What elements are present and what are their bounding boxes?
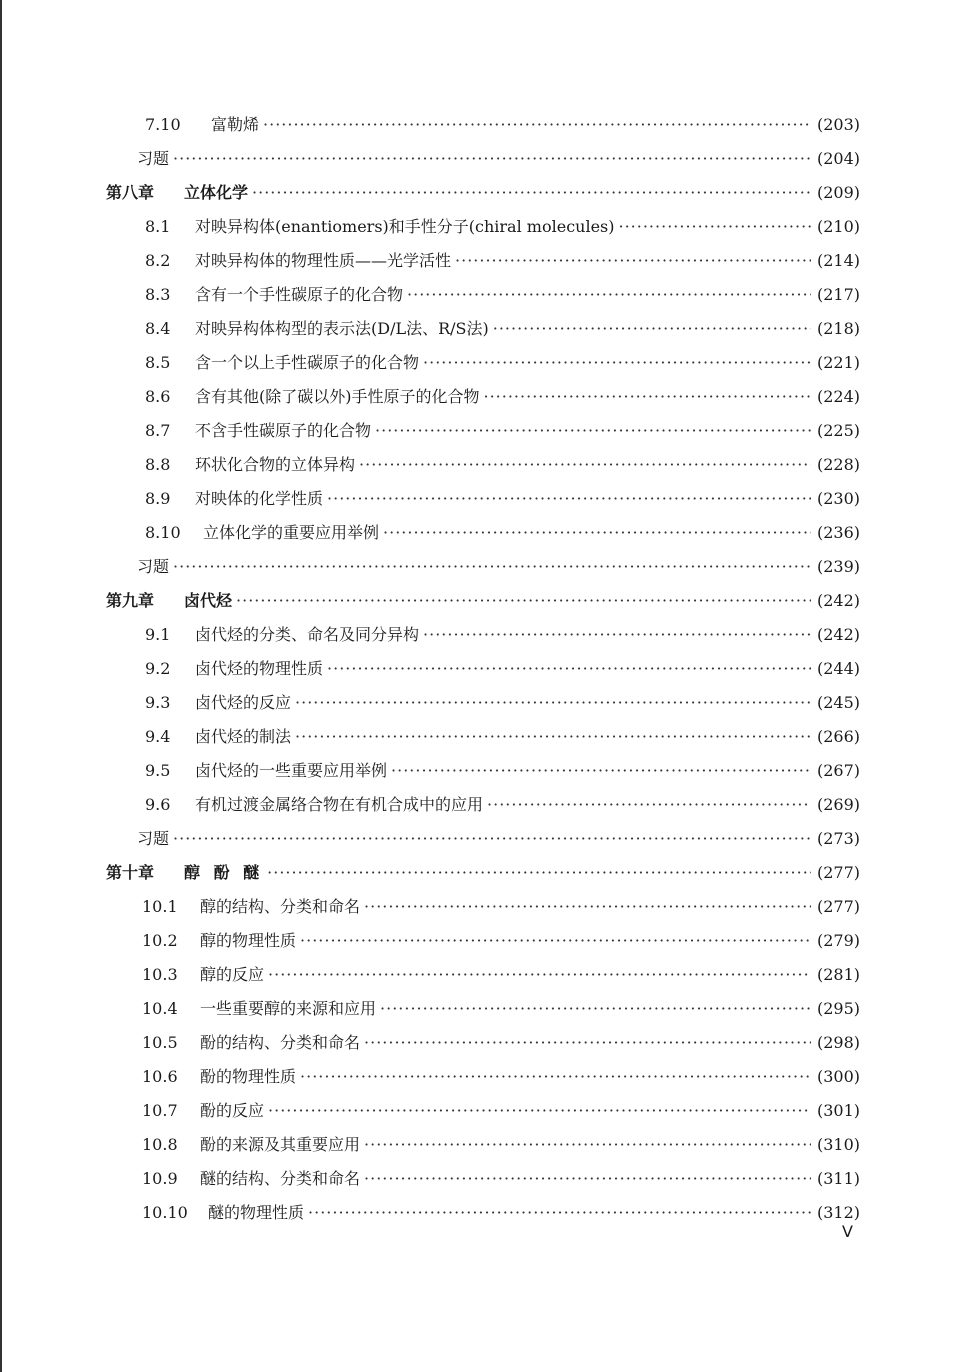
section-number: 8.9: [145, 489, 171, 508]
page-ref: (228): [817, 455, 861, 474]
section-title: 卤代烃的分类、命名及同分异构: [195, 625, 420, 644]
page-ref: (242): [817, 625, 861, 644]
section-number: 10.3: [142, 965, 178, 984]
leader-dots: [300, 1062, 811, 1092]
section-title: 酚的物理性质: [200, 1067, 297, 1086]
toc-entry-10-4: [0, 994, 873, 1024]
page-ref: (224): [817, 387, 861, 406]
page-number: V: [842, 1222, 853, 1241]
toc-entry-10-1: [0, 892, 873, 922]
toc-chapter-8: [0, 178, 873, 208]
page-ref: (310): [817, 1135, 861, 1154]
toc-chapter-10: [0, 858, 873, 888]
section-number: 10.5: [142, 1033, 178, 1052]
page-ref: (279): [817, 931, 861, 950]
toc-entry-8-10: [0, 518, 873, 548]
section-number: 9.5: [145, 761, 171, 780]
toc-entry-exercises: [0, 144, 873, 174]
toc-entry-9-2: [0, 654, 873, 684]
page-ref: (300): [817, 1067, 861, 1086]
page-ref: (210): [817, 217, 861, 236]
section-title: 酚的结构、分类和命名: [200, 1033, 361, 1052]
toc-entry-10-8: [0, 1130, 873, 1160]
page-ref: (273): [817, 829, 861, 848]
page-ref: (218): [817, 319, 861, 338]
leader-dots: [267, 858, 811, 888]
leader-dots: [268, 960, 811, 990]
leader-dots: [364, 1028, 811, 1058]
leader-dots: [364, 1164, 811, 1194]
page-ref: (245): [817, 693, 861, 712]
section-number: 8.4: [145, 319, 171, 338]
section-number: 8.3: [145, 285, 171, 304]
toc-entry-9-6: [0, 790, 873, 820]
leader-dots: [484, 382, 812, 412]
toc-entry-9-1: [0, 620, 873, 650]
leader-dots: [327, 484, 811, 514]
exercise-title: 习题: [137, 829, 170, 848]
chapter-title: 立体化学: [184, 183, 249, 202]
leader-dots: [423, 348, 811, 378]
exercise-title: 习题: [137, 557, 170, 576]
page-ref: (244): [817, 659, 861, 678]
leader-dots: [619, 212, 812, 242]
section-number: 10.2: [142, 931, 178, 950]
section-number: 9.2: [145, 659, 171, 678]
page-ref: (266): [817, 727, 861, 746]
leader-dots: [364, 1130, 811, 1160]
toc-entry-9-5: [0, 756, 873, 786]
section-title: 有机过渡金属络合物在有机合成中的应用: [195, 795, 484, 814]
section-number: 8.8: [145, 455, 171, 474]
section-title: 富勒烯: [211, 115, 260, 134]
section-title: 卤代烃的一些重要应用举例: [195, 761, 388, 780]
leader-dots: [295, 722, 811, 752]
section-title: 不含手性碳原子的化合物: [195, 421, 372, 440]
toc-entry-8-5: [0, 348, 873, 378]
page-ref: (269): [817, 795, 861, 814]
page-ref: (242): [817, 591, 861, 610]
toc-entry-8-9: [0, 484, 873, 514]
section-title: 醇的物理性质: [200, 931, 297, 950]
section-title: 酚的反应: [200, 1101, 265, 1120]
section-number: 8.5: [145, 353, 171, 372]
section-title: 对映体的化学性质: [195, 489, 324, 508]
toc-entry-9-4: [0, 722, 873, 752]
section-number: 10.8: [142, 1135, 178, 1154]
section-title: 含有其他(除了碳以外)手性原子的化合物: [195, 387, 480, 406]
leader-dots: [252, 178, 811, 208]
toc-entry-10-7: [0, 1096, 873, 1126]
chapter-title: 卤代烃: [184, 591, 233, 610]
section-number: 9.1: [145, 625, 171, 644]
leader-dots: [173, 144, 811, 174]
page-ref: (203): [817, 115, 861, 134]
leader-dots: [173, 824, 811, 854]
section-title: 含一个以上手性碳原子的化合物: [195, 353, 420, 372]
toc-entry-8-6: [0, 382, 873, 412]
leader-dots: [493, 314, 811, 344]
section-number: 8.2: [145, 251, 171, 270]
section-number: 8.10: [145, 523, 181, 542]
leader-dots: [295, 688, 811, 718]
toc-entry-exercises: [0, 552, 873, 582]
toc-entry-exercises: [0, 824, 873, 854]
leader-dots: [268, 1096, 811, 1126]
page-ref: (267): [817, 761, 861, 780]
section-title: 卤代烃的物理性质: [195, 659, 324, 678]
section-title: 含有一个手性碳原子的化合物: [195, 285, 404, 304]
toc-entry-8-2: [0, 246, 873, 276]
leader-dots: [391, 756, 811, 786]
page-ref: (295): [817, 999, 861, 1018]
chapter-number: 第九章: [106, 591, 155, 610]
leader-dots: [380, 994, 811, 1024]
page-ref: (230): [817, 489, 861, 508]
section-title: 对映异构体的物理性质——光学活性: [195, 251, 452, 270]
chapter-number: 第八章: [106, 183, 155, 202]
leader-dots: [327, 654, 811, 684]
page-ref: (209): [817, 183, 861, 202]
section-title: 对映异构体构型的表示法(D/L法、R/S法): [195, 319, 489, 338]
leader-dots: [455, 246, 811, 276]
section-number: 9.6: [145, 795, 171, 814]
section-title: 醚的物理性质: [208, 1203, 305, 1222]
leader-dots: [487, 790, 811, 820]
toc-entry-10-9: [0, 1164, 873, 1194]
chapter-title: 醇 酚 醚: [184, 863, 264, 882]
section-number: 9.4: [145, 727, 171, 746]
toc-entry-10-3: [0, 960, 873, 990]
chapter-number: 第十章: [106, 863, 155, 882]
page-ref: (204): [817, 149, 861, 168]
leader-dots: [308, 1198, 811, 1228]
page-ref: (281): [817, 965, 861, 984]
section-title: 醚的结构、分类和命名: [200, 1169, 361, 1188]
page-ref: (277): [817, 897, 861, 916]
leader-dots: [375, 416, 811, 446]
section-title: 醇的结构、分类和命名: [200, 897, 361, 916]
page-ref: (312): [817, 1203, 861, 1222]
section-title: 醇的反应: [200, 965, 265, 984]
leader-dots: [423, 620, 811, 650]
toc-entry-10-10: [0, 1198, 873, 1228]
page-ref: (277): [817, 863, 861, 882]
section-title: 卤代烃的制法: [195, 727, 292, 746]
page-ref: (236): [817, 523, 861, 542]
toc-entry-9-3: [0, 688, 873, 718]
leader-dots: [383, 518, 811, 548]
leader-dots: [173, 552, 811, 582]
section-title: 环状化合物的立体异构: [195, 455, 356, 474]
leader-dots: [359, 450, 811, 480]
toc-entry-10-2: [0, 926, 873, 956]
leader-dots: [407, 280, 811, 310]
section-number: 8.1: [145, 217, 171, 236]
page-ref: (298): [817, 1033, 861, 1052]
toc-chapter-9: [0, 586, 873, 616]
page-ref: (225): [817, 421, 861, 440]
toc-entry-8-3: [0, 280, 873, 310]
section-number: 8.7: [145, 421, 171, 440]
exercise-title: 习题: [137, 149, 170, 168]
leader-dots: [300, 926, 811, 956]
page-ref: (221): [817, 353, 861, 372]
toc-entry-10-5: [0, 1028, 873, 1058]
section-number: 10.9: [142, 1169, 178, 1188]
section-title: 酚的来源及其重要应用: [200, 1135, 361, 1154]
section-number: 7.10: [145, 115, 181, 134]
page-ref: (239): [817, 557, 861, 576]
section-number: 10.7: [142, 1101, 178, 1120]
leader-dots: [263, 110, 811, 140]
toc-entry-10-6: [0, 1062, 873, 1092]
leader-dots: [364, 892, 811, 922]
page-ref: (301): [817, 1101, 861, 1120]
toc-entry-8-4: [0, 314, 873, 344]
page-ref: (217): [817, 285, 861, 304]
section-title: 卤代烃的反应: [195, 693, 292, 712]
section-title: 一些重要醇的来源和应用: [200, 999, 377, 1018]
leader-dots: [236, 586, 811, 616]
toc-entry-8-7: [0, 416, 873, 446]
toc-entry-8-8: [0, 450, 873, 480]
page-ref: (214): [817, 251, 861, 270]
toc-entry-7-10: [0, 110, 873, 140]
section-number: 8.6: [145, 387, 171, 406]
toc-entry-8-1: [0, 212, 873, 242]
section-number: 9.3: [145, 693, 171, 712]
section-number: 10.10: [142, 1203, 188, 1222]
section-number: 10.6: [142, 1067, 178, 1086]
section-number: 10.1: [142, 897, 178, 916]
section-title: 对映异构体(enantiomers)和手性分子(chiral molecules): [195, 217, 615, 236]
section-title: 立体化学的重要应用举例: [203, 523, 380, 542]
page-ref: (311): [817, 1169, 861, 1188]
section-number: 10.4: [142, 999, 178, 1018]
